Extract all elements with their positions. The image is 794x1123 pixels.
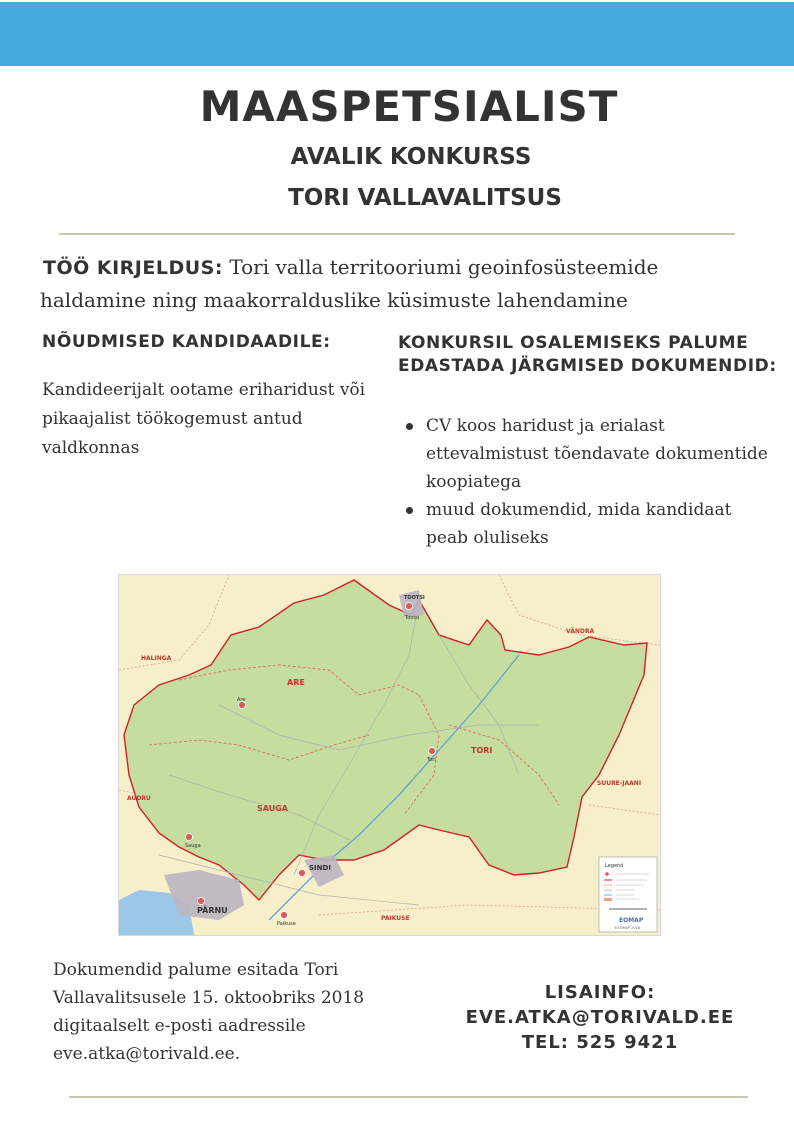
list-item: CV koos haridust ja erialast ettevalmistust tõendavate dokumentide koopiatega (398, 412, 778, 496)
map-label-vandra: VÄNDRA (566, 628, 595, 635)
requirements-text: Kandideerijalt ootame eriharidust või pikaajalist töökogemust antud valdkonnas (42, 380, 366, 458)
contact-phone[interactable]: TEL: 525 9421 (521, 1032, 679, 1053)
map-label-halinga: HALINGA (141, 655, 172, 662)
bullet-icon (406, 507, 413, 514)
map-legend (599, 857, 657, 932)
map-label-parnu: PÄRNU (197, 906, 228, 915)
map-label-are: ARE (287, 678, 305, 687)
requirements-heading: NÕUDMISED KANDIDAADILE: (42, 332, 331, 352)
map-town-tori: Tori (427, 757, 436, 763)
job-description (40, 251, 760, 316)
bullet-icon (406, 423, 413, 430)
contact-info (440, 980, 760, 1055)
list-item: muud dokumendid, mida kandidaat peab oluliseks (398, 496, 778, 552)
submission-instructions: Dokumendid palume esitada Tori Vallavalitsusele 15. oktoobriks 2018 digitaalselt e-posti aadressile eve.atka@torivald.ee. (53, 960, 365, 1064)
contact-label: LISAINFO: (544, 982, 656, 1003)
map-label-audru: AUDRU (127, 795, 151, 802)
map-town-are: Are (237, 697, 246, 703)
organization-title: TORI VALLAVALITSUS (288, 185, 562, 211)
map-legend-brand: EOMAP (619, 917, 644, 924)
top-banner (0, 2, 794, 66)
map-label-suure-jaani: SUURE-JAANI (597, 780, 642, 787)
page-title: MAASPETSIALIST (199, 82, 619, 131)
map-label-sauga: SAUGA (257, 804, 288, 813)
map-label-tootsi: TOOTSI (404, 595, 425, 601)
top-divider (59, 233, 735, 235)
map-label-sindi: SINDI (309, 864, 331, 872)
map-town-sauga: Sauga (185, 843, 201, 849)
map-town-tootsi: Tootsi (405, 615, 420, 621)
map-town-paikuse: Paikuse (277, 921, 296, 927)
job-description-label: TÖÖ KIRJELDUS: (43, 257, 223, 279)
documents-heading: KONKURSIL OSALEMISEKS PALUME EDASTADA JÄRGMISED DOKUMENDID: (398, 333, 777, 376)
bottom-divider (69, 1096, 748, 1098)
map-label-tori: TORI (471, 746, 493, 755)
documents-list (398, 412, 778, 552)
contact-email[interactable]: EVE.ATKA@TORIVALD.EE (465, 1007, 735, 1028)
map-legend-credit: ©EOMAP 2018 (614, 926, 641, 930)
job-description-text: Tori valla territooriumi geoinfosüsteemide haldamine ning maakorralduslike küsimuste lahendamine (40, 255, 659, 312)
page-subtitle: AVALIK KONKURSS (290, 144, 532, 170)
map-label-paikuse: PAIKUSE (381, 915, 410, 922)
map-legend-title: Legend (605, 863, 624, 869)
municipality-map (118, 574, 661, 936)
